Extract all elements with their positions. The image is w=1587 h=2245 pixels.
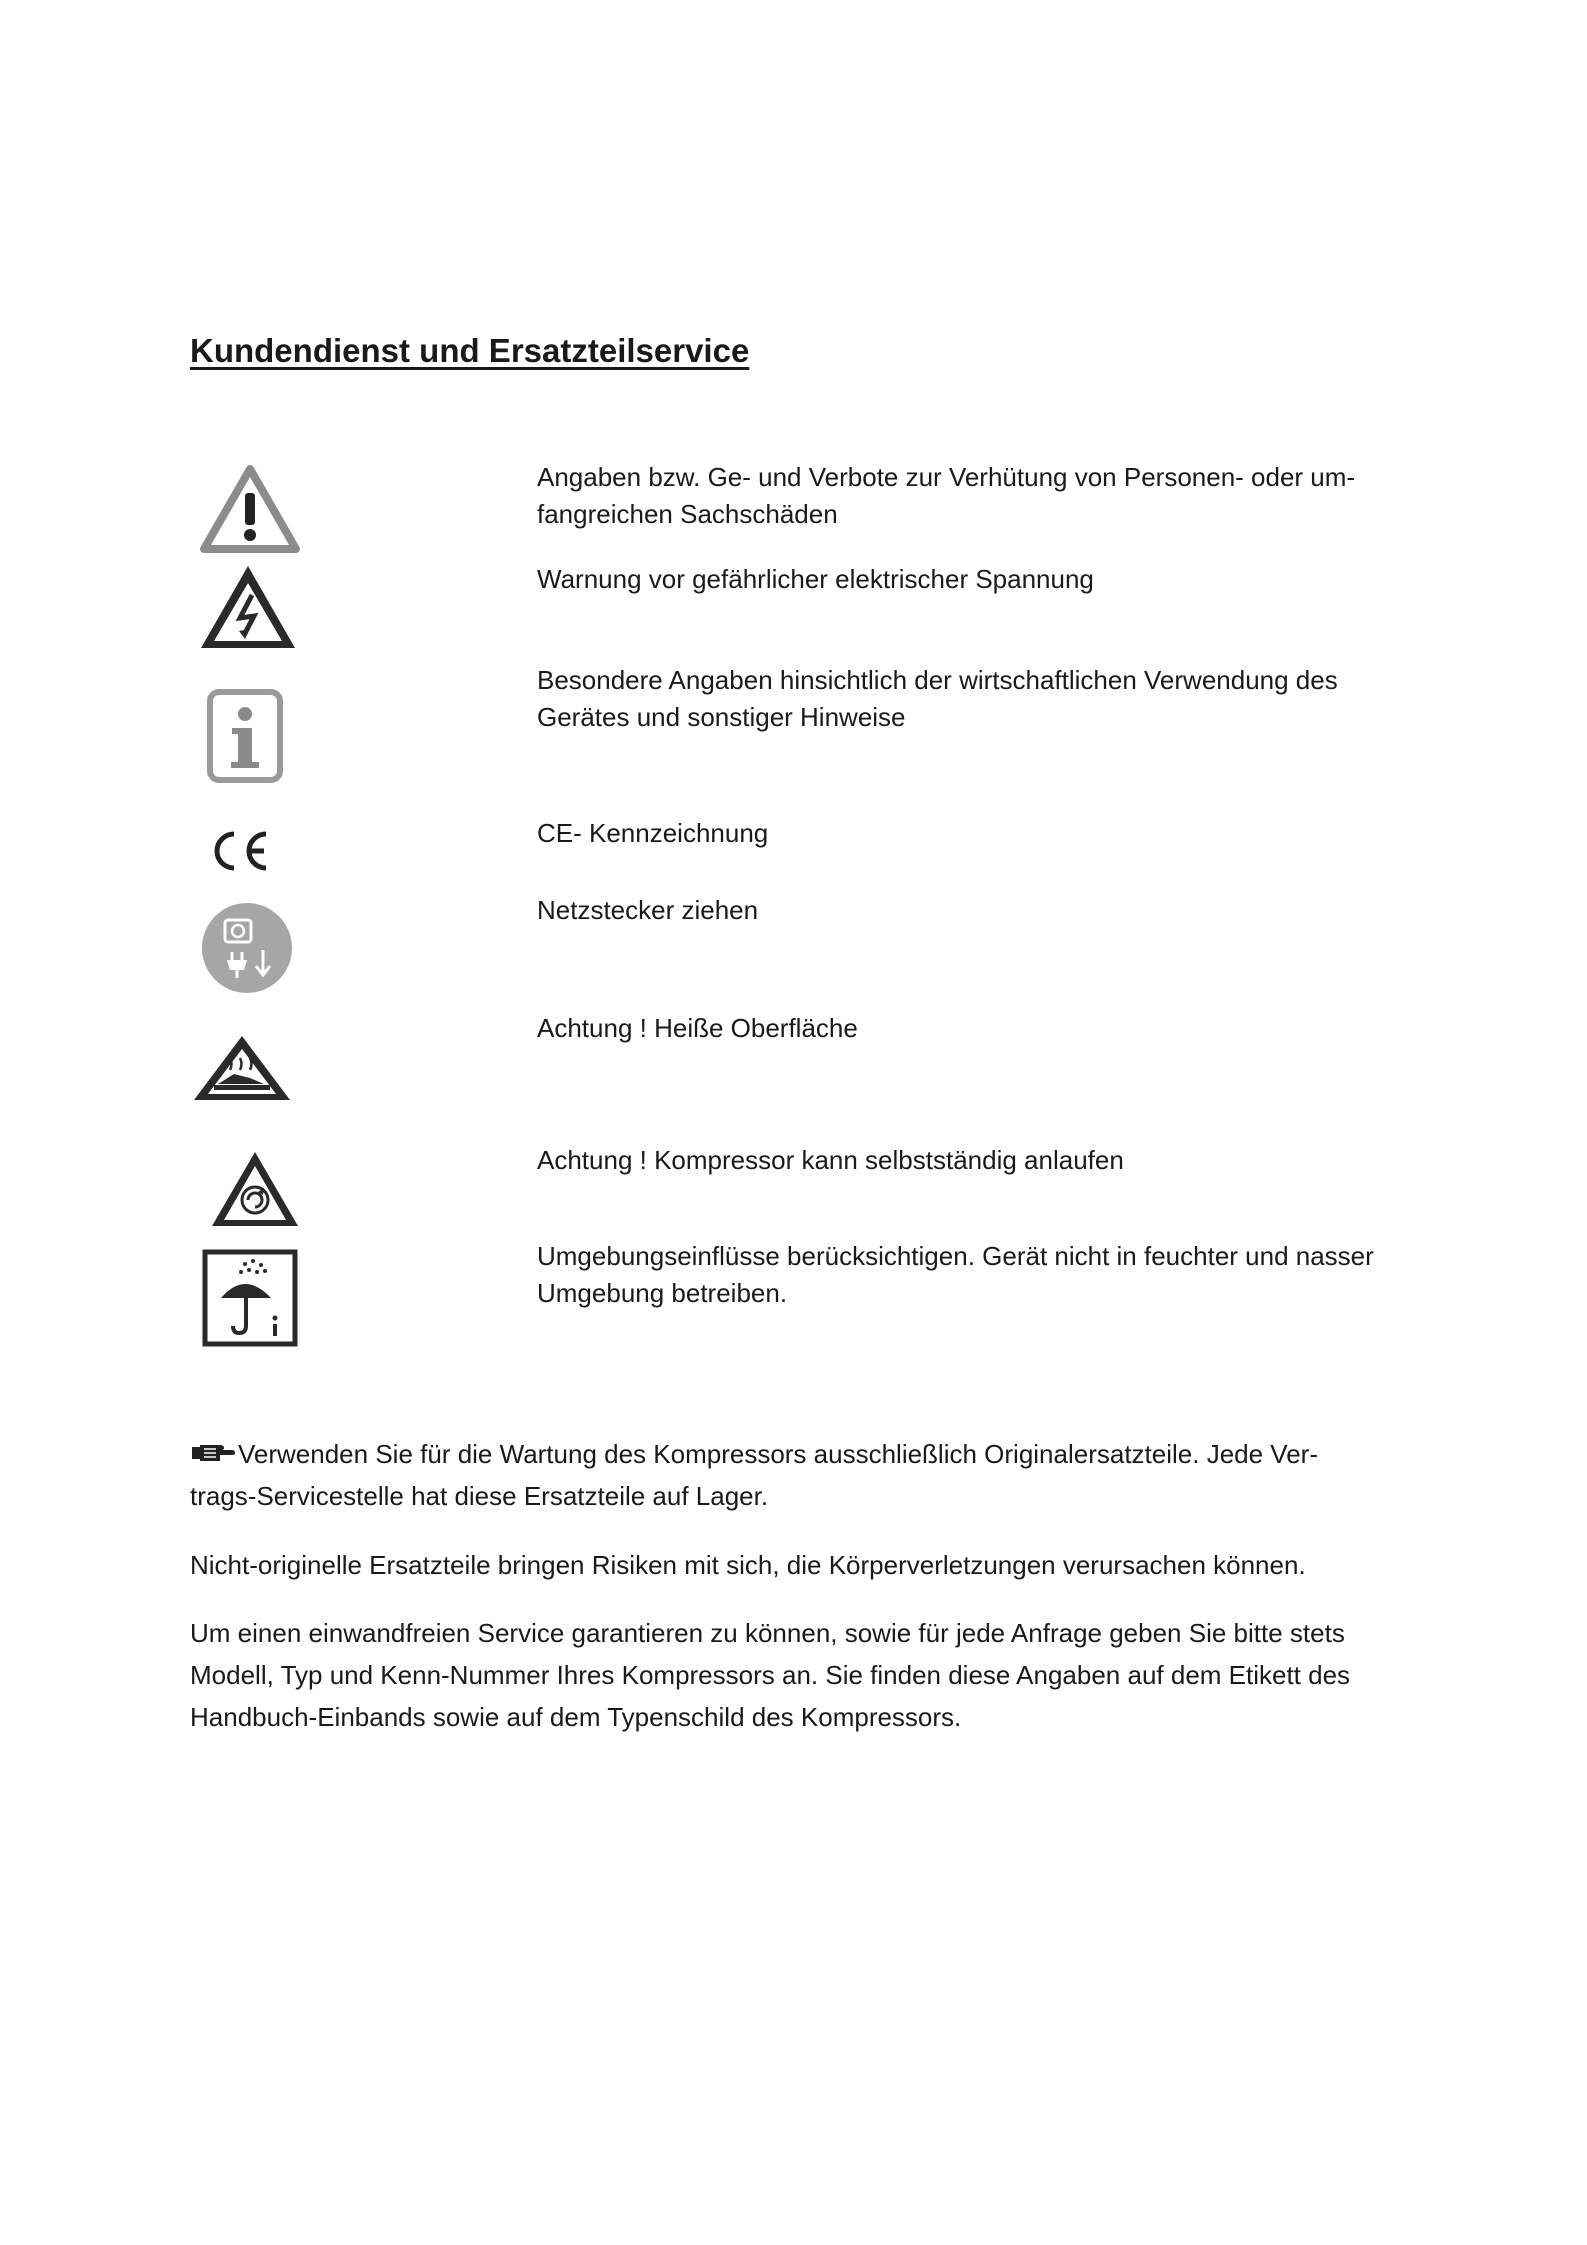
legend-text: Warnung vor gefährlicher elektrischer Spannung (537, 564, 1094, 594)
legend-text-keep-dry (537, 1238, 1417, 1312)
paragraph-text: Um einen einwandfreien Service garantieren zu können, sowie für jede Anfrage geben Sie bitte stets Modell, Typ und Kenn-Nummer Ihres Kompressors an. Sie finden diese Angaben auf dem Etikett des Handbuch-Einbands sowie auf dem Typenschild des Kompressors. (190, 1618, 1351, 1732)
legend-text-unplug (537, 892, 1417, 929)
paragraph-text: Verwenden Sie für die Wartung des Kompressors ausschließlich Originalersatzteile. Jede Ver- trags-Servicestelle hat diese Ersatzteile auf Lager. (190, 1439, 1318, 1511)
hot-surface-warning-icon (190, 1032, 294, 1104)
legend-text: Angaben bzw. Ge- und Verbote zur Verhütung von Personen- oder um- fangreichen Sachschäden (537, 462, 1356, 529)
info-icon (206, 688, 284, 784)
legend-text-electric-voltage (537, 561, 1417, 598)
ce-mark-icon (204, 826, 274, 876)
legend-text: Besondere Angaben hinsichtlich der wirtschaftlichen Verwendung des Gerätes und sonstiger Hinweise (537, 665, 1338, 732)
legend-text-hot-surface (537, 1010, 1417, 1047)
legend-text: Achtung ! Kompressor kann selbstständig anlaufen (537, 1145, 1124, 1175)
unplug-mains-icon (199, 900, 295, 996)
general-warning-icon (198, 463, 302, 555)
legend-text: Umgebungseinflüsse berücksichtigen. Gerät nicht in feuchter und nasser Umgebung betreiben. (537, 1241, 1374, 1308)
electric-voltage-warning-icon (196, 561, 300, 653)
legend-text: Achtung ! Heiße Oberfläche (537, 1013, 858, 1043)
legend-text-auto-start (537, 1142, 1417, 1179)
keep-dry-icon (201, 1248, 299, 1348)
note-service-request (190, 1612, 1420, 1738)
page-title: Kundendienst und Ersatzteilservice (190, 332, 750, 369)
legend-text-ce-mark (537, 815, 1417, 852)
auto-start-warning-icon (208, 1148, 302, 1230)
legend-text-info (537, 662, 1417, 736)
note-original-parts (190, 1433, 1420, 1517)
legend-text: Netzstecker ziehen (537, 895, 759, 925)
legend-text-general-warning (537, 459, 1417, 533)
legend-text: CE- Kennzeichnung (537, 818, 769, 848)
pointing-hand-icon (190, 1441, 236, 1465)
paragraph-text: Nicht-originelle Ersatzteile bringen Risiken mit sich, die Körperverletzungen verursachen können. (190, 1550, 1306, 1580)
note-non-original-parts (190, 1544, 1420, 1586)
